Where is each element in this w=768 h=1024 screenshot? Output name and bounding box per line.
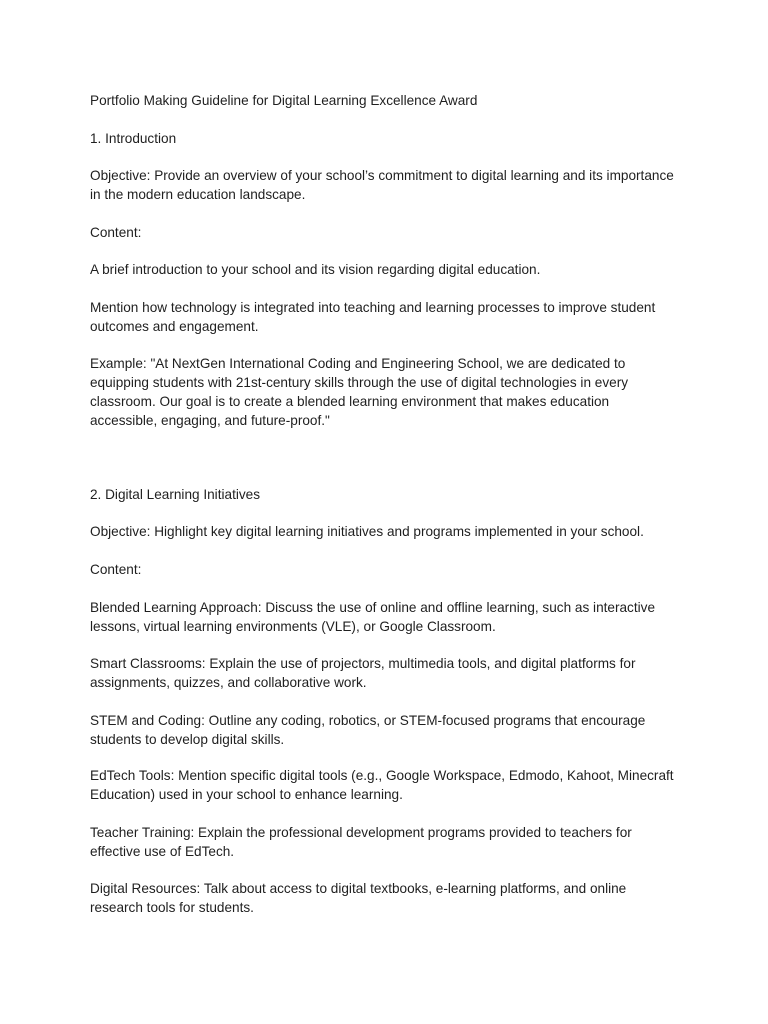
introduction-paragraph: Mention how technology is integrated into teaching and learning processes to improve student outcomes and engagement. xyxy=(90,300,656,334)
introduction-content-label: Content: xyxy=(90,225,142,240)
introduction-objective: Objective: Provide an overview of your school’s commitment to digital learning and its importance in the modern education landscape. xyxy=(90,168,674,202)
introduction-example: Example: "At NextGen International Coding and Engineering School, we are dedicated to equipping students with 21st-century skills through the use of digital technologies in every classroom. Our goal is to create a blended learning environment that makes education accessible, engaging, and future-proof." xyxy=(90,356,629,428)
initiative-item-blended-learning: Blended Learning Approach: Discuss the use of online and offline learning, such as interactive lessons, virtual learning environments (VLE), or Google Classroom. xyxy=(90,600,656,634)
initiative-item-smart-classrooms: Smart Classrooms: Explain the use of projectors, multimedia tools, and digital platforms for assignments, quizzes, and collaborative work. xyxy=(90,656,636,690)
initiative-item-edtech-tools: EdTech Tools: Mention specific digital tools (e.g., Google Workspace, Edmodo, Kahoot, Minecraft Education) used in your school to enhance learning. xyxy=(90,768,674,802)
section-heading-introduction: 1. Introduction xyxy=(90,131,177,146)
introduction-paragraph: A brief introduction to your school and its vision regarding digital education. xyxy=(90,262,541,277)
initiatives-objective: Objective: Highlight key digital learning initiatives and programs implemented in your school. xyxy=(90,524,644,539)
section-heading-digital-learning-initiatives: 2. Digital Learning Initiatives xyxy=(90,487,261,502)
initiative-item-teacher-training: Teacher Training: Explain the professional development programs provided to teachers for effective use of EdTech. xyxy=(90,825,632,859)
initiatives-content-label: Content: xyxy=(90,562,142,577)
document-title: Portfolio Making Guideline for Digital Learning Excellence Award xyxy=(90,93,478,108)
initiative-item-stem-coding: STEM and Coding: Outline any coding, robotics, or STEM-focused programs that encourage students to develop digital skills. xyxy=(90,713,646,747)
initiative-item-digital-resources: Digital Resources: Talk about access to digital textbooks, e-learning platforms, and online research tools for students. xyxy=(90,881,627,915)
